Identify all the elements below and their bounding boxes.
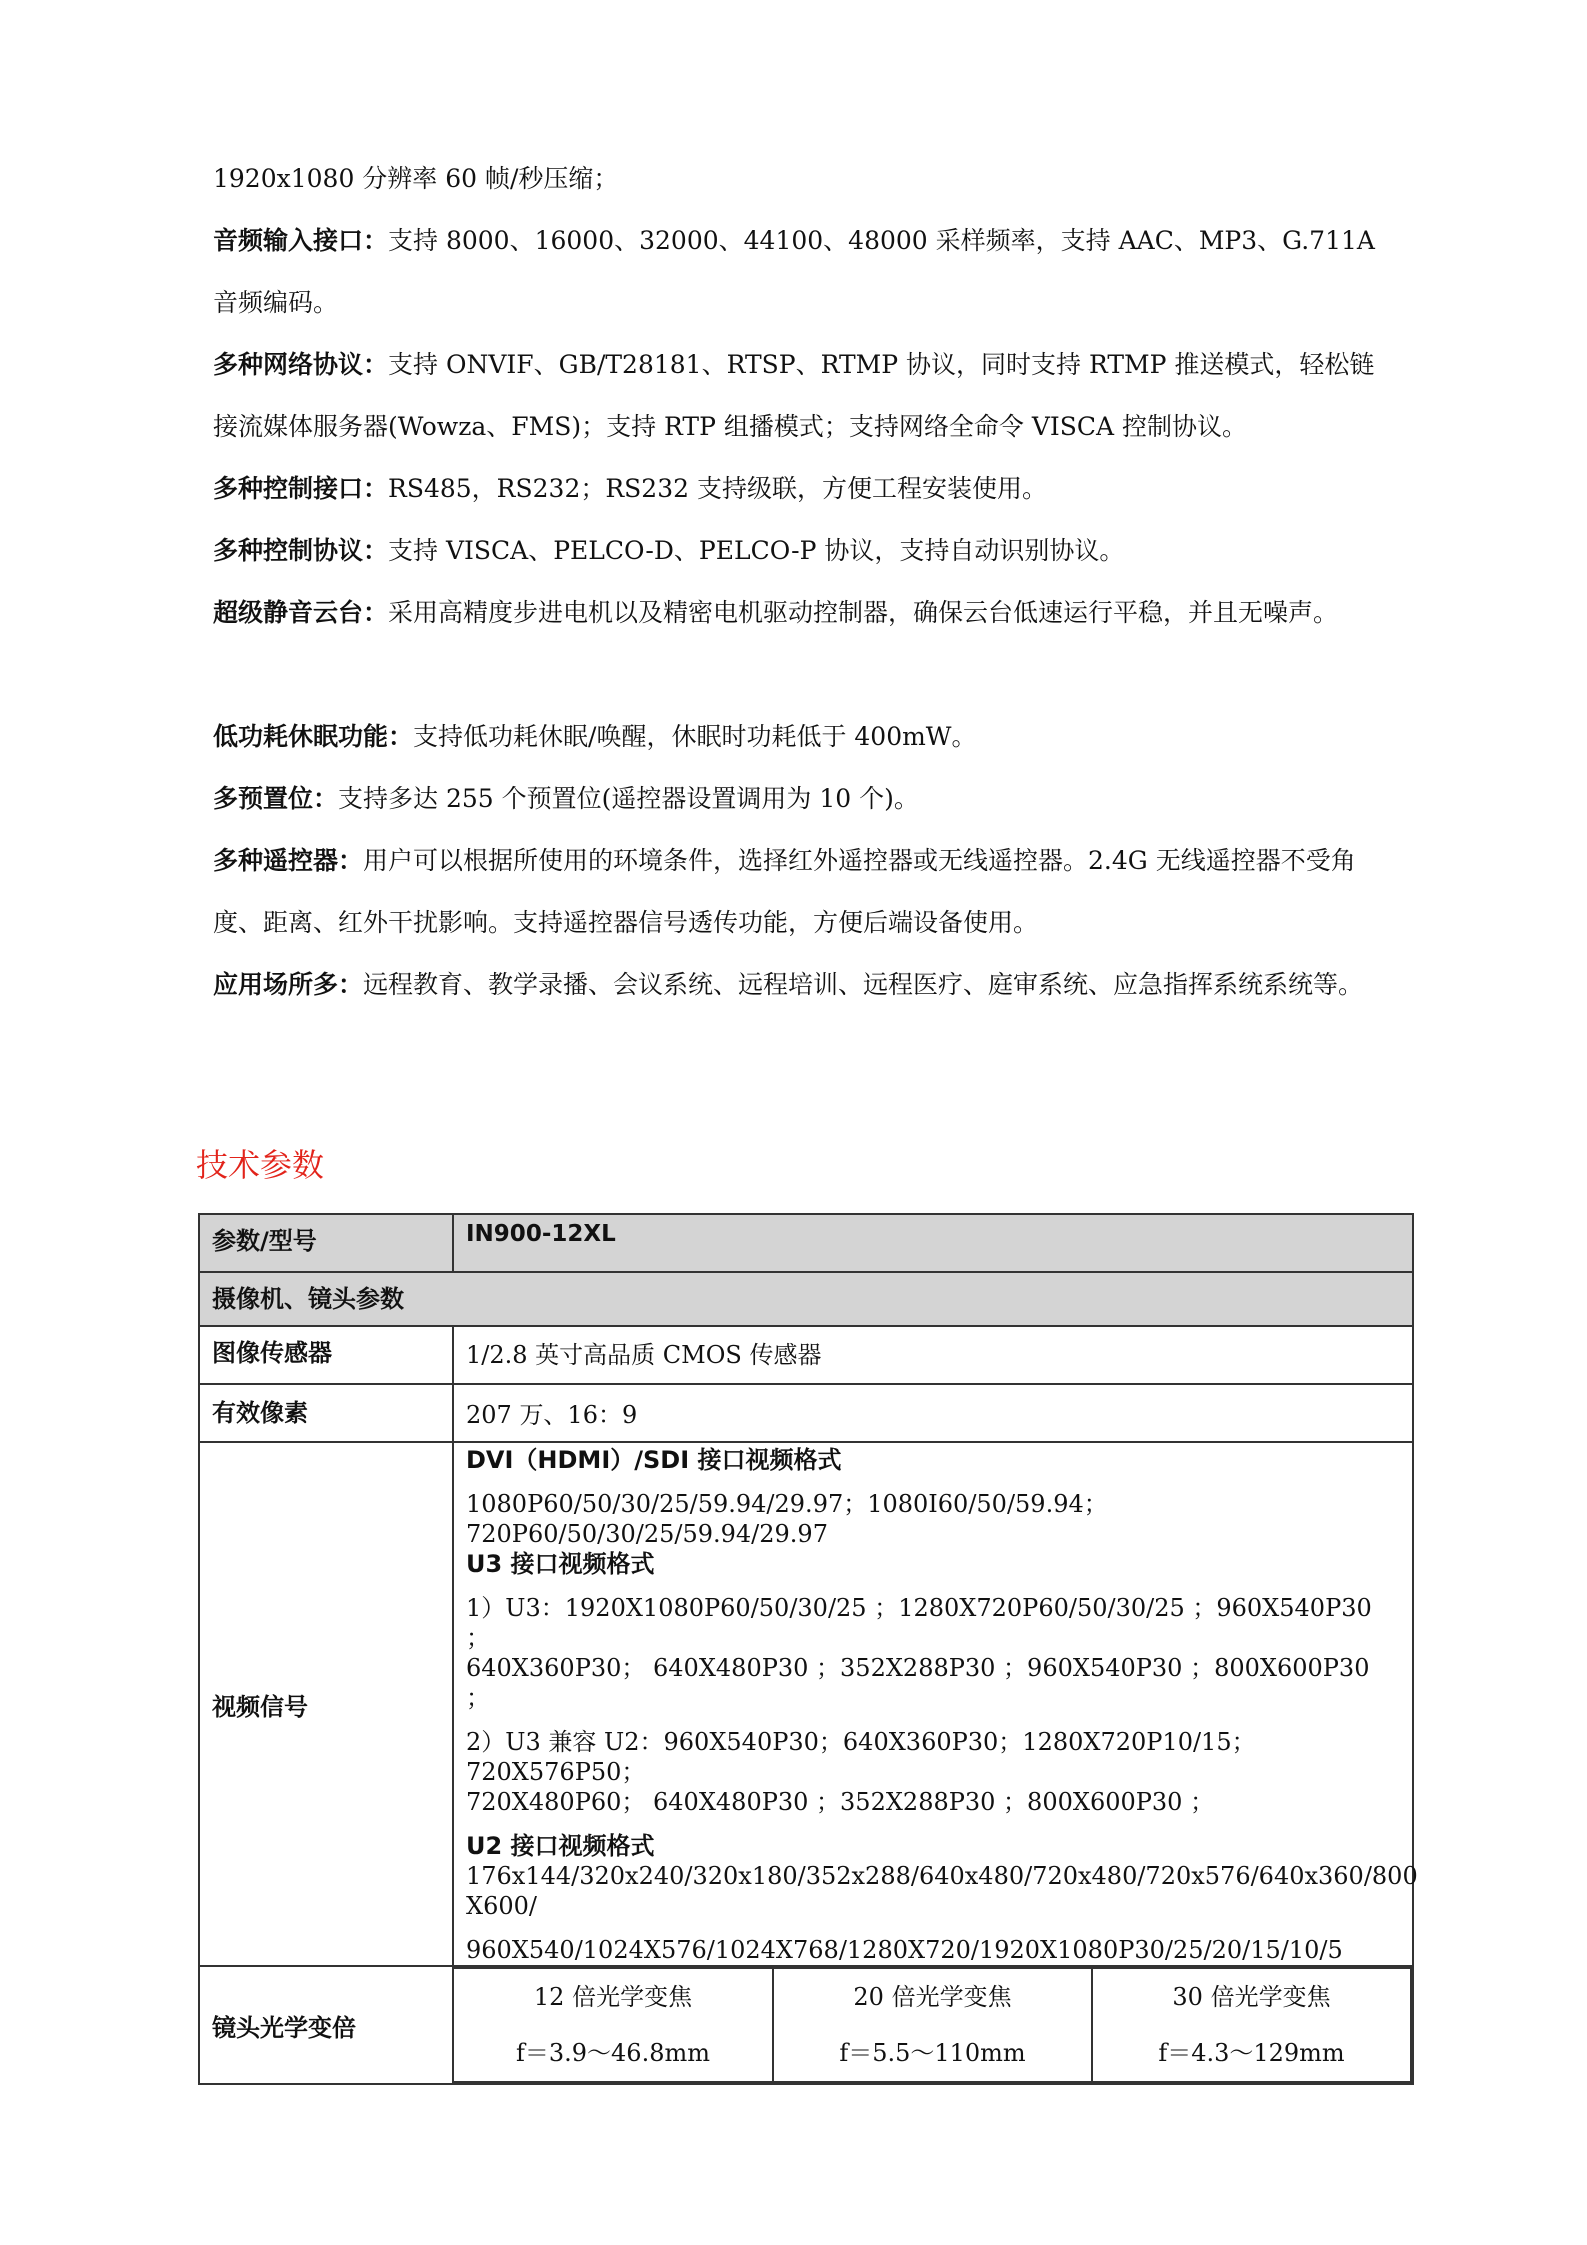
dvi-line: 720P60/50/30/25/59.94/29.97: [466, 1520, 828, 1548]
lens-key: 镜头光学变倍: [199, 1966, 453, 2084]
focal-range: f＝3.9～46.8mm: [515, 2039, 710, 2067]
u3-line: 1）U3：1920X1080P60/50/30/25 ；1280X720P60/50/30/25 ；960X540P30 ；: [466, 1594, 1372, 1652]
zoom-label: 12 倍光学变焦: [533, 1983, 693, 2011]
zoom-label: 20 倍光学变焦: [853, 1983, 1012, 2011]
focal-range: f＝5.5～110mm: [839, 2039, 1026, 2067]
paragraph-audio-input: [213, 210, 1393, 334]
paragraph-network-protocol: [213, 334, 1393, 458]
table-row: [199, 1442, 1413, 1966]
u3-line: 640X360P30； 640X480P30 ；352X288P30 ；960X540P30 ；800X600P30 ；: [466, 1654, 1370, 1712]
paragraph-label: 应用场所多：: [213, 970, 364, 999]
paragraph-presets: [213, 768, 1393, 830]
paragraph-label: 多种控制接口：: [213, 474, 389, 503]
paragraph-label: 低功耗休眠功能：: [213, 722, 414, 751]
lens-values: [453, 1966, 1413, 2084]
u2-line: 176x144/320x240/320x180/352x288/640x480/720x480/720x576/640x360/800: [466, 1862, 1418, 1890]
u3-title: U3 接口视频格式: [466, 1550, 655, 1578]
paragraph-label: 多预置位：: [213, 784, 339, 813]
paragraph-control-interface: [213, 458, 1393, 520]
table-row: [199, 1214, 1413, 1272]
focal-range: f＝4.3～129mm: [1158, 2039, 1345, 2067]
paragraph-text: 支持 ONVIF、GB/T28181、RTSP、RTMP 协议，同时支持 RTMP 推送模式，轻松链接流媒体服务器(Wowza、FMS)；支持 RTP 组播模式；支持网络全命令 VISCA 控制协议。: [213, 350, 1375, 441]
u3-line: 720X480P60； 640X480P30 ；352X288P30 ；800X600P30 ；: [466, 1788, 1215, 1816]
paragraph-text: 支持低功耗休眠/唤醒，休眠时功耗低于 400mW。: [413, 722, 977, 751]
sensor-key: 图像传感器: [199, 1326, 453, 1384]
paragraph-remote-control: [213, 830, 1393, 954]
lens-option: [773, 1968, 1092, 2082]
pixels-value: 207 万、16：9: [453, 1384, 1413, 1442]
zoom-label: 30 倍光学变焦: [1172, 1983, 1331, 2011]
dvi-line: 1080P60/50/30/25/59.94/29.97；1080I60/50/59.94；: [466, 1490, 1108, 1518]
table-row: [199, 1272, 1413, 1326]
paragraph-text: 用户可以根据所使用的环境条件，选择红外遥控器或无线遥控器。2.4G 无线遥控器不受角度、距离、红外干扰影响。支持遥控器信号透传功能，方便后端设备使用。: [213, 846, 1356, 937]
paragraph-label: 多种遥控器：: [213, 846, 364, 875]
section-title: 技术参数: [196, 1146, 325, 1184]
u2-line: 960X540/1024X576/1024X768/1280X720/1920X1080P30/25/20/15/10/5: [466, 1936, 1343, 1964]
paragraph-control-protocol: [213, 520, 1393, 582]
sensor-value: 1/2.8 英寸高品质 CMOS 传感器: [453, 1326, 1413, 1384]
video-key: 视频信号: [199, 1442, 453, 1966]
paragraph-label: 多种网络协议：: [213, 350, 389, 379]
header-model: IN900-12XL: [453, 1214, 1413, 1272]
u2-line: X600/: [466, 1892, 537, 1920]
paragraph-applications: [213, 954, 1393, 1016]
pixels-key: 有效像素: [199, 1384, 453, 1442]
paragraph-text: 远程教育、教学录播、会议系统、远程培训、远程医疗、庭审系统、应急指挥系统系统等。: [363, 970, 1364, 999]
paragraph-video-compression: [213, 148, 1393, 210]
paragraph-low-power: [213, 706, 1393, 768]
dvi-title: DVI（HDMI）/SDI 接口视频格式: [466, 1446, 842, 1474]
table-row: [199, 1326, 1413, 1384]
spec-table: [198, 1213, 1418, 2085]
u3-line: 2）U3 兼容 U2：960X540P30；640X360P30；1280X720P10/15；720X576P50；: [466, 1728, 1256, 1786]
paragraph-text: 1920x1080 分辨率 60 帧/秒压缩；: [213, 164, 619, 193]
video-formats: [453, 1442, 1418, 1966]
table-row: [199, 1966, 1413, 2084]
paragraph-label: 多种控制协议：: [213, 536, 389, 565]
paragraph-text: 采用高精度步进电机以及精密电机驱动控制器，确保云台低速运行平稳，并且无噪声。: [388, 598, 1339, 627]
paragraph-label: 超级静音云台：: [213, 598, 389, 627]
paragraph-label: 音频输入接口：: [213, 226, 389, 255]
paragraph-text: RS485，RS232；RS232 支持级联，方便工程安装使用。: [388, 474, 1047, 503]
paragraph-text: 支持 8000、16000、32000、44100、48000 采样频率，支持 AAC、MP3、G.711A 音频编码。: [213, 226, 1375, 317]
paragraph-silent-ptz: [213, 582, 1393, 644]
lens-option: [454, 1968, 773, 2082]
paragraph-text: 支持多达 255 个预置位(遥控器设置调用为 10 个)。: [338, 784, 919, 813]
lens-subtable: [454, 1967, 1412, 2083]
group-heading: 摄像机、镜头参数: [199, 1272, 1413, 1326]
paragraph-text: 支持 VISCA、PELCO-D、PELCO-P 协议，支持自动识别协议。: [388, 536, 1125, 565]
header-key: 参数/型号: [199, 1214, 453, 1272]
lens-option: [1092, 1968, 1411, 2082]
table-row: [199, 1384, 1413, 1442]
u2-title: U2 接口视频格式: [466, 1832, 655, 1860]
